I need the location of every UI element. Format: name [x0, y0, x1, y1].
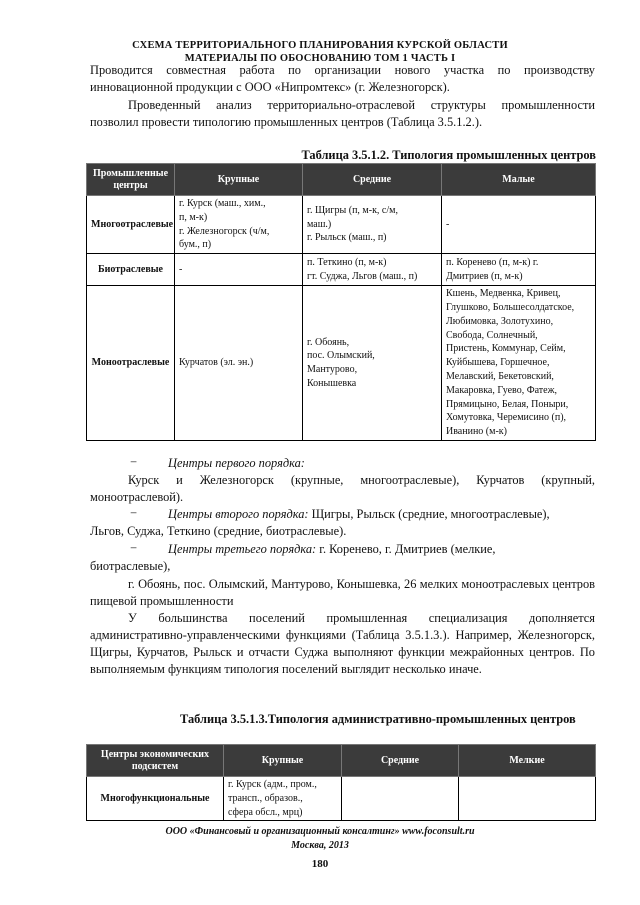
table2-header-small: Мелкие: [459, 745, 596, 777]
cell-large: г. Курск (адм., пром., трансп., образов., сфера обсл., мрц): [224, 777, 342, 821]
table-admin-centers: [86, 744, 596, 821]
admin-paragraph: У большинства поселений промышленная специализация дополняется административно-управленческими функциями (Таблица 3.5.1.3.). Например, Железногорск, Щигры, Курчатов, Рыльск и отчасти Суджа выполняют функции межрайонных центров. По выполняемым функциям типология поселений выглядит несколько иначе.: [90, 611, 595, 676]
cell-large: -: [175, 254, 303, 286]
cell-medium: г. Щигры (п, м-к, с/м, маш.) г. Рыльск (маш., п): [303, 196, 442, 254]
first-order-text: Курск и Железногорск (крупные, многоотраслевые), Курчатов (крупный, моноотраслевой).: [90, 473, 595, 504]
table1-header-centers: Промышленные центры: [87, 164, 175, 196]
table1-header-large: Крупные: [175, 164, 303, 196]
second-order-item: Центры второго порядка: Щигры, Рыльск (средние, многоотраслевые),: [168, 507, 550, 521]
footer-city-year: Москва, 2013: [291, 840, 349, 851]
page-number: 180: [311, 858, 329, 870]
table1-caption: Таблица 3.5.1.2. Типология промышленных центров: [301, 148, 596, 162]
table2-header-medium: Средние: [342, 745, 459, 777]
intro-paragraph-2: Проведенный анализ территориально-отраслевой структуры промышленности позволил провести типологию промышленных центров (Таблица 3.5.1.2.).: [90, 98, 595, 129]
table2-header-centers: Центры экономических подсистем: [87, 745, 224, 777]
cell-large: г. Курск (маш., хим., п, м-к) г. Железногорск (ч/м, бум., п): [175, 196, 303, 254]
cell-medium: г. Обоянь, пос. Олымский, Мантурово, Конышевка: [303, 286, 442, 441]
list-dash: −: [130, 541, 137, 555]
row-label: Многоотраслевые: [87, 196, 175, 254]
row-label: Моноотраслевые: [87, 286, 175, 441]
list-dash: −: [130, 506, 137, 520]
fourth-order-text: г. Обоянь, пос. Олымский, Мантурово, Конышевка, 26 мелких моноотраслевых центров пищевой промышленности: [90, 577, 595, 608]
cell-small: [459, 777, 596, 821]
table-row: [87, 777, 596, 821]
table-industrial-centers: [86, 163, 596, 441]
first-order-label: Центры первого порядка:: [168, 456, 305, 470]
table2-header-large: Крупные: [224, 745, 342, 777]
table-row: [87, 196, 596, 254]
table2-caption: Таблица 3.5.1.3.Типология административно-промышленных центров: [180, 712, 576, 726]
third-order-cont: биотраслевые),: [90, 559, 171, 573]
cell-small: Кшень, Медвенка, Кривец, Глушково, Большесолдатское, Любимовка, Золотухино, Свобода, Солнечный, Пристень, Коммунар, Сейм, Куйбышева, Горшечное, Мелавский, Бекетовский, Макаровка, Гуево, Фатеж, Прямицыно, Белая, Поныри, Хомутовка, Черемисино (п), Иванино (м-к): [442, 286, 596, 441]
header-title: СХЕМА ТЕРРИТОРИАЛЬНОГО ПЛАНИРОВАНИЯ КУРСКОЙ ОБЛАСТИ: [132, 40, 508, 51]
table-row: [87, 254, 596, 286]
row-label: Многофункциональные: [87, 777, 224, 821]
list-dash: −: [130, 455, 137, 469]
table1-header-small: Малые: [442, 164, 596, 196]
row-label: Биотраслевые: [87, 254, 175, 286]
cell-small: п. Коренево (п, м-к) г. Дмитриев (п, м-к): [442, 254, 596, 286]
third-order-item: Центры третьего порядка: г. Коренево, г. Дмитриев (мелкие,: [168, 542, 496, 556]
table1-header-medium: Средние: [303, 164, 442, 196]
footer-company: ООО «Финансовый и организационный консалтинг» www.foconsult.ru: [165, 826, 475, 837]
cell-large: Курчатов (эл. эн.): [175, 286, 303, 441]
intro-paragraph-1: Проводится совместная работа по организации нового участка по производству инновационной продукции с ООО «Нипромтекс» (г. Железногорск).: [90, 63, 595, 94]
cell-small: -: [442, 196, 596, 254]
table-row: [87, 286, 596, 441]
second-order-cont: Льгов, Суджа, Теткино (средние, биотраслевые).: [90, 524, 347, 538]
cell-medium: [342, 777, 459, 821]
header-subtitle: МАТЕРИАЛЫ ПО ОБОСНОВАНИЮ ТОМ 1 ЧАСТЬ I: [184, 53, 456, 64]
cell-medium: п. Теткино (п, м-к) гт. Суджа, Льгов (маш., п): [303, 254, 442, 286]
